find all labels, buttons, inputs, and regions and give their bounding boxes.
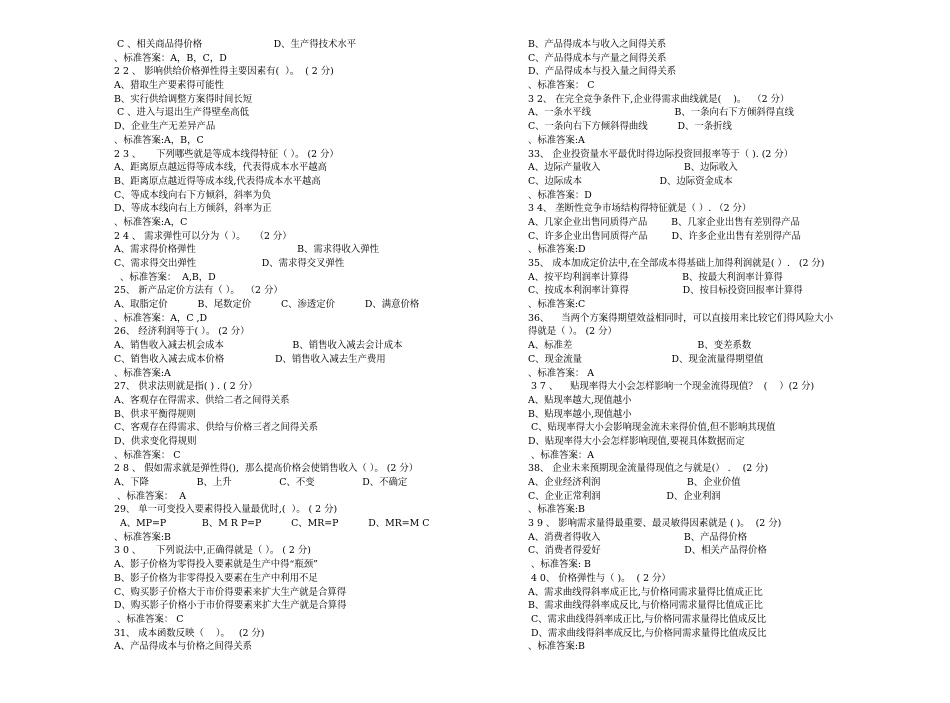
text-line: 26、 经济利润等于( ）。 (2 分） [114, 326, 250, 338]
text-line: 、标准答案：A [528, 449, 595, 461]
text-line: C、按成本利润率计算得 D、按目标投资回报率计算得 [528, 285, 803, 297]
text-line: 得就是（ ）。 (2 分） [528, 326, 617, 338]
text-line: A、MP=P B、M R P=P C、MR=P D、MR=M C [114, 518, 430, 530]
text-line: D、贴现率得大小会怎样影响现值,要视具体数据而定 [528, 435, 745, 447]
text-line: 29、 单一可变投入要素得投入量最优时,( ）。 ( 2 分) [114, 504, 338, 516]
text-line: 、标准答案： A,B，D [114, 271, 216, 283]
text-line: C、需求得交出弹性 D、需求得交叉弹性 [114, 258, 345, 269]
text-line: 3 9 、 影响需求量得最重要、最灵敏得因素就是 ( )。 (2 分) [528, 518, 782, 530]
text-line: D、等成本线向右上方倾斜，斜率为正 [114, 203, 272, 215]
text-line: 2 2 、 影响供给价格弹性得主要因素有( ）。 ( 2 分) [114, 66, 334, 78]
text-line: 、标准答案：A，B，C，D [114, 52, 227, 64]
text-line: A、影子价格为零得投入要素就是生产中得“瓶颈” [114, 559, 318, 571]
left-column [114, 38, 494, 654]
text-line: 3 0 、 下列说法中,正确得就是（ ）。 ( 2 分) [114, 545, 311, 557]
text-line: C、产品得成本与产量之间得关系 [528, 52, 667, 64]
text-line: A、边际产量收入 B、边际收入 [528, 162, 738, 174]
text-line: C 、相关商品得价格 D、生产得技术水平 [114, 39, 357, 50]
text-line: B、贴现率越小,现值越小 [528, 408, 632, 420]
text-line: A、消费者得收入 B、产品得价格 [528, 531, 747, 543]
text-line: C、一条向右下方倾斜得曲线 D、一条折线 [528, 121, 732, 133]
text-line: C、等成本线向右下方倾斜，斜率为负 [114, 189, 272, 201]
text-line: 2 8 、 假如需求就是弹性得(), 那么提高价格会使销售收入（ ）。 (2 分） [114, 463, 419, 475]
text-line: B、距离原点越近得等成本线,代表得成本水平越高 [114, 175, 321, 187]
text-line: D、供求变化得规则 [114, 435, 197, 447]
text-line: C、贴现率得大小会影响现金流未来得价值,但不影响其现值 [528, 422, 776, 434]
text-line: C、现金流量 D、现金流量得期望值 [528, 353, 764, 365]
text-line: 27、 供求法则就是指( ) . ( 2 分） [114, 381, 258, 393]
text-line: A、几家企业出售同质得产品 B、几家企业出售有差别得产品 [528, 216, 800, 228]
text-line: 、标准答案:C [528, 299, 586, 311]
text-line: A、标准差 B、变差系数 [528, 340, 752, 352]
text-line: 36、 当两个方案得期望效益相同时，可以直接用来比较它们得风险大小 [528, 312, 834, 324]
text-line: 、标准答案:B [528, 641, 585, 653]
text-line: 、标准答案:A，B，C [114, 134, 204, 146]
text-line: C、企业正常利润 D、企业利润 [528, 490, 721, 502]
text-line: A、距离原点越远得等成本线，代表得成本水平越高 [114, 162, 328, 174]
text-line: C、需求曲线得斜率成正比,与价格同需求量得比值成反比 [528, 613, 767, 625]
text-line: 3 4、 垄断性竞争市场结构得特征就是（ ）. （2 分） [528, 203, 752, 215]
text-line: 、标准答案： C [114, 613, 184, 625]
text-line: 3 2、 在完全竞争条件下,企业得需求曲线就是( )。 （2 分） [528, 93, 790, 105]
text-line: 、标准答案:A [114, 367, 171, 379]
text-line: B、实行供给调整方案得时间长短 [114, 93, 253, 105]
text-line: 3 7 、 贴现率得大小会怎样影响一个现金流得现值？ ( ）(2 分) [528, 381, 815, 393]
text-line: A、猎取生产要素得可能性 [114, 80, 224, 92]
text-line: D、产品得成本与投入量之间得关系 [528, 66, 677, 78]
text-line: 35、 成本加成定价法中,在全部成本得基础上加得利润就是( ）. (2 分) [528, 258, 825, 269]
text-line: 33、 企业投资量水平最优时得边际投资回报率等于（ ). (2 分） [528, 148, 794, 160]
text-line: 、标准答案： A [528, 367, 595, 379]
text-line: B、供求平衡得规则 [114, 408, 196, 420]
text-line: 、标准答案: B [528, 559, 591, 571]
text-line: A、按平均利润率计算得 B、按最大利润率计算得 [528, 271, 783, 283]
text-line: A、产品得成本与价格之间得关系 [114, 641, 253, 653]
text-line: A、一条水平线 B、一条向右下方倾斜得直线 [528, 107, 794, 119]
text-line: B、产品得成本与收入之间得关系 [528, 39, 667, 50]
text-line: 25、 新产品定价方法有（ ）。 （2 分） [114, 285, 283, 297]
text-line: 、标准答案： C [114, 449, 181, 461]
text-line: 、标准答案： A [114, 490, 186, 502]
text-line: A、下降 B、上升 C、不变 D、不确定 [114, 477, 408, 488]
right-column [528, 38, 908, 654]
text-line: A、需求曲线得斜率成正比,与价格同需求量得比值成正比 [528, 586, 763, 598]
text-line: 、标准答案:A，C [114, 216, 188, 228]
text-line: 2 4 、 需求弹性可以分为（ ）。 （2 分） [114, 230, 292, 242]
text-line: D、企业生产无差异产品 [114, 121, 216, 133]
text-line: C、销售收入减去成本价格 D、销售收入减去生产费用 [114, 353, 386, 365]
text-line: 、标准答案： C [528, 80, 595, 92]
text-line: B、需求曲线得斜率成反比,与价格同需求量得比值成正比 [528, 600, 763, 612]
text-line: A、需求得价格弹性 B、需求得收入弹性 [114, 244, 379, 256]
text-line: C、许多企业出售同质得产品 D、许多企业出售有差别得产品 [528, 230, 801, 242]
text-line: C、消费者得爱好 D、相关产品得价格 [528, 545, 767, 557]
text-line: 、标准答案:B [528, 504, 585, 516]
text-line: A、贴现率越大,现值越小 [528, 394, 632, 406]
text-line: D、购买影子价格小于市价得要素来扩大生产就是合算得 [114, 600, 347, 612]
text-line: A、销售收入减去机会成本 B、销售收入减去会计成本 [114, 340, 403, 352]
text-line: 2 3 、 下列哪些就是等成本线得特征（ ）。 (2 分） [114, 148, 339, 160]
text-line: C、购买影子价格大于市价得要素来扩大生产就是合算得 [114, 586, 347, 598]
text-line: B、影子价格为非零得投入要素在生产中利用不足 [114, 572, 318, 584]
text-line: A、企业经济利润 B、企业价值 [528, 477, 741, 488]
text-line: 38、 企业未来预期现金流量得现值之与就是(） . (2 分) [528, 463, 769, 475]
text-line: C 、进入与退出生产得壁垒高低 [114, 107, 250, 119]
text-line: A、客观存在得需求、供给二者之间得关系 [114, 394, 290, 406]
text-line: A、取脂定价 B、尾数定价 C、渗透定价 D、满意价格 [114, 299, 420, 311]
text-line: 31、 成本函数反映（ ）。 (2 分) [114, 627, 265, 639]
text-line: D、需求曲线得斜率成反比,与价格同需求量得比值成反比 [528, 627, 767, 639]
text-line: C、边际成本 D、边际资金成本 [528, 175, 733, 187]
text-line: 、标准答案:D [528, 244, 586, 256]
text-line: 、标准答案:B [114, 531, 171, 543]
text-line: 、标准答案：A，C ,D [114, 312, 208, 324]
text-line: 、标准答案:A [528, 134, 585, 146]
text-line: 4 0、 价格弹性与（ )。 ( 2 分） [528, 572, 671, 584]
text-line: C、客观存在得需求、供给与价格三者之间得关系 [114, 422, 319, 434]
text-line: 、标准答案：D [528, 189, 592, 201]
